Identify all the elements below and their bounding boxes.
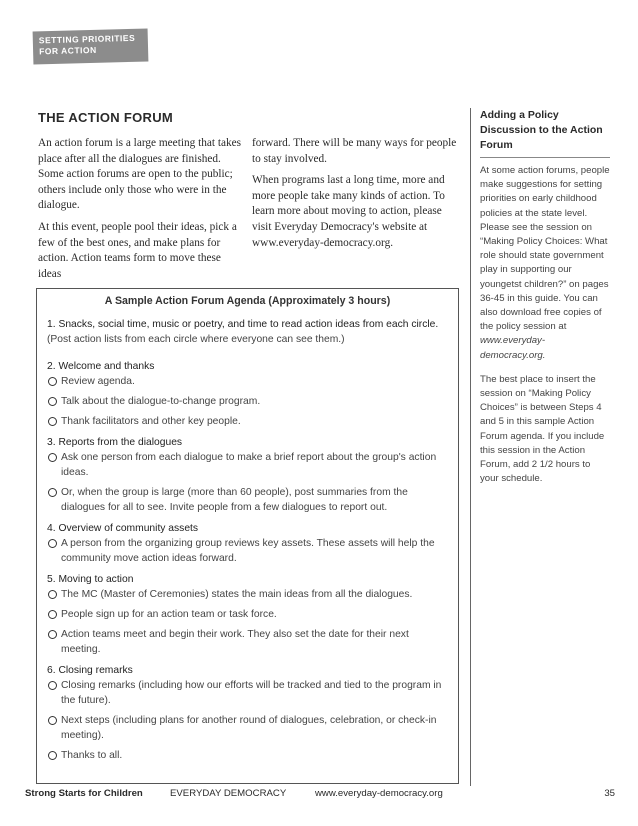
list-item-text: People sign up for an action team or task force. (61, 609, 277, 620)
body-column-1 (38, 136, 246, 288)
page-footer (25, 788, 615, 802)
list-item (47, 374, 448, 389)
step-heading: 4. Overview of community assets (47, 523, 199, 534)
list-item-text: Thank facilitators and other key people. (61, 416, 241, 427)
sidebar-paragraph: The best place to insert the session on “Making Policy Choices” is between Steps 4 and 5 in this sample Action Forum agenda. If you include this session in the Action Forum, add 2 1/2 hours to your schedule. (480, 373, 605, 485)
step-heading: 3. Reports from the dialogues (47, 437, 183, 448)
footer-publication: Strong Starts for Children (25, 788, 143, 799)
step-heading: 6. Closing remarks (47, 665, 133, 676)
agenda-title: A Sample Action Forum Agenda (Approximately 3 hours) (104, 295, 391, 307)
sidebar-text: At some action forums, people make suggestions for setting priorities on early childhood policies at the state level. Please see the session on “Making Policy Choices: What role should state government play in supporting our youngetst children?” on pages 36-45 in this guide. You can also download free copies of the policy session at (480, 165, 610, 333)
agenda-step-3 (47, 435, 448, 515)
section-banner (33, 29, 149, 65)
circle-bullet-icon (48, 488, 57, 497)
list-item (47, 748, 448, 763)
sidebar-paragraph (480, 164, 610, 363)
step-heading: 2. Welcome and thanks (47, 361, 155, 372)
list-item (47, 713, 448, 743)
page-title: THE ACTION FORUM (38, 110, 174, 125)
step-heading: 5. Moving to action (47, 574, 134, 585)
agenda-step-6 (47, 663, 448, 763)
circle-bullet-icon (48, 539, 57, 548)
circle-bullet-icon (48, 681, 57, 690)
list-item-text: Action teams meet and begin their work. They also set the date for their next meeting. (61, 629, 409, 655)
step-heading: 1. Snacks, social time, music or poetry, and time to read action ideas from each circle. (47, 319, 439, 330)
circle-bullet-icon (48, 590, 57, 599)
circle-bullet-icon (48, 417, 57, 426)
list-item-text: Or, when the group is large (more than 60 people), post summaries from the dialogues for all to see. Invite people from a few dialogues to report out. (61, 487, 408, 513)
sidebar-title: Adding a Policy Discussion to the Action Forum (480, 109, 603, 151)
circle-bullet-icon (48, 630, 57, 639)
list-item (47, 587, 448, 602)
step-note: (Post action lists from each circle where everyone can see them.) (47, 334, 345, 345)
agenda-step-2 (47, 359, 448, 429)
list-item-text: Thanks to all. (61, 750, 123, 761)
footer-url[interactable]: www.everyday-democracy.org (315, 788, 443, 799)
agenda-step-5 (47, 572, 448, 657)
list-item (47, 536, 448, 566)
list-item-text: Closing remarks (including how our efforts will be tracked and tied to the program in the future). (61, 680, 442, 706)
banner-line-1: SETTING PRIORITIES (38, 32, 136, 46)
page-number: 35 (604, 788, 615, 799)
list-item-text: A person from the organizing group reviews key assets. These assets will help the community move action ideas forward. (61, 538, 435, 564)
list-item (47, 450, 448, 480)
list-item (47, 627, 448, 657)
body-column-2 (252, 136, 464, 257)
paragraph: When programs last a long time, more and more people take many kinds of action. To learn more about moving to action, please visit Everyday Democracy's website at www.everyday-democracy.org. (252, 174, 445, 249)
column-divider (470, 108, 471, 786)
list-item-text: Talk about the dialogue-to-change program. (61, 396, 261, 407)
list-item (47, 678, 448, 708)
circle-bullet-icon (48, 716, 57, 725)
paragraph: forward. There will be many ways for people to stay involved. (252, 137, 457, 165)
banner-line-2: FOR ACTION (38, 44, 97, 57)
list-item-text: Ask one person from each dialogue to make a brief report about the group's action ideas. (61, 452, 437, 478)
sidebar (480, 108, 610, 496)
circle-bullet-icon (48, 610, 57, 619)
list-item-text: Next steps (including plans for another round of dialogues, celebration, or check-in meeting). (61, 715, 437, 741)
footer-organization: EVERYDAY DEMOCRACY (170, 788, 287, 799)
paragraph: An action forum is a large meeting that takes place after all the dialogues are finished. Some action forums are open to the public; others include only those who were in the dialogue. (38, 137, 242, 212)
circle-bullet-icon (48, 751, 57, 760)
circle-bullet-icon (48, 377, 57, 386)
agenda-step-4 (47, 521, 448, 566)
sidebar-divider (480, 157, 610, 158)
list-item-text: Review agenda. (61, 376, 135, 387)
list-item (47, 607, 448, 622)
list-item (47, 414, 448, 429)
paragraph: At this event, people pool their ideas, pick a few of the best ones, and make plans for action. Action teams form to move these ideas (38, 220, 237, 280)
circle-bullet-icon (48, 397, 57, 406)
list-item (47, 485, 448, 515)
agenda-box (36, 288, 459, 784)
list-item (47, 394, 448, 409)
list-item-text: The MC (Master of Ceremonies) states the main ideas from all the dialogues. (61, 589, 413, 600)
circle-bullet-icon (48, 453, 57, 462)
sidebar-url[interactable]: www.everyday-democracy.org. (480, 335, 546, 361)
agenda-step-1 (47, 317, 448, 347)
